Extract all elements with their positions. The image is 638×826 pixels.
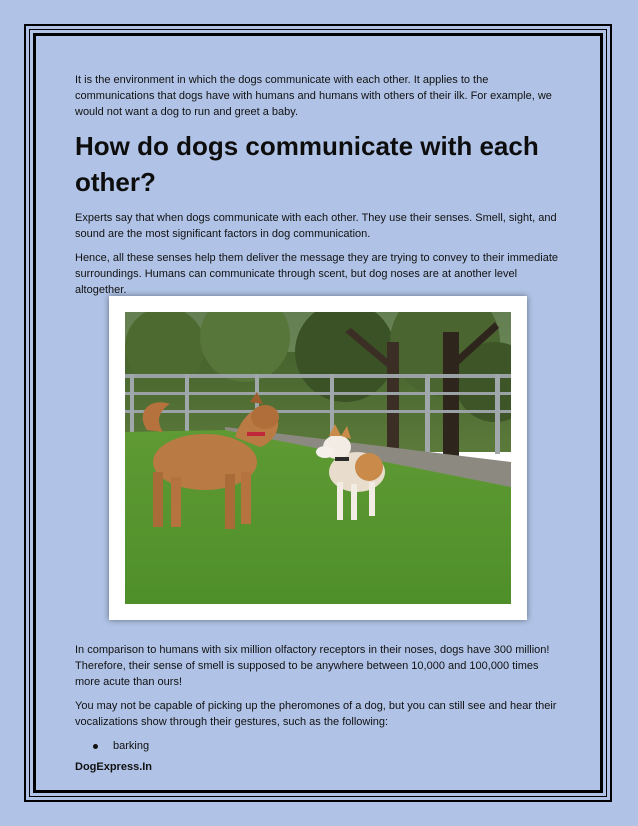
footer-brand: DogExpress.In <box>75 761 153 773</box>
section-heading: How do dogs communicate with each other? <box>75 131 539 197</box>
paragraph-3: In comparison to humans with six million olfactory receptors in their noses, dogs have 300 million! Therefore, their sense of smell is supposed to be anywhere between 10,000 and 100,000 times more acute than ours! <box>75 644 550 688</box>
paragraph-2: Hence, all these senses help them deliver the message they are trying to convey to their immediate surroundings. Humans can communicate through scent, but dog noses are at another level altogether. <box>75 252 559 296</box>
dogs-photo <box>109 296 527 620</box>
paragraph-4: You may not be capable of picking up the pheromones of a dog, but you can still see and hear their vocalizations show through their gestures, such as the following: <box>75 700 557 728</box>
lower-content <box>75 642 565 754</box>
list-item: barking <box>75 738 565 754</box>
intro-paragraph: It is the environment in which the dogs communicate with each other. It applies to the communications that dogs have with humans and humans with others of their ilk. For example, we would not want a dog to run and greet a baby. <box>75 74 552 118</box>
bullet-list <box>75 738 565 754</box>
main-content <box>75 72 565 306</box>
dogs-park-image <box>125 312 511 604</box>
paragraph-1: Experts say that when dogs communicate with each other. They use their senses. Smell, sight, and sound are the most significant factors in dog communication. <box>75 212 557 240</box>
